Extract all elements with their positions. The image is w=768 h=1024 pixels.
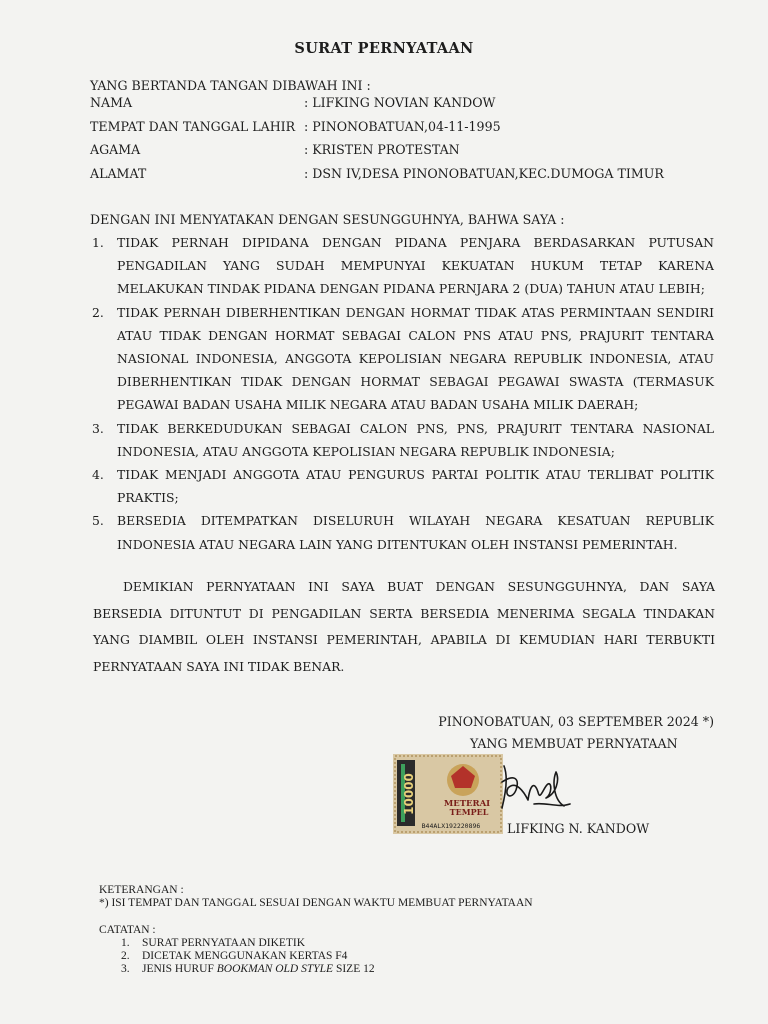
identity-value: : PINONOBATUAN,04-11-1995 bbox=[304, 118, 501, 134]
identity-label: ALAMAT bbox=[90, 165, 147, 181]
statement-item bbox=[92, 417, 714, 463]
identity-row-birth bbox=[90, 119, 730, 143]
catatan-text: SURAT PERNYATAAN DIKETIK bbox=[142, 937, 306, 949]
statement-number: 1. bbox=[92, 235, 104, 250]
catatan-item bbox=[99, 937, 533, 950]
statement-text: TIDAK BERKEDUDUKAN SEBAGAI CALON PNS, PNS, PRAJURIT TENTARA NASIONAL INDONESIA, ATAU ANGGOTA KEPOLISIAN NEGARA REPUBLIK INDONESIA; bbox=[117, 420, 714, 459]
identity-table bbox=[90, 95, 730, 189]
notes-footnote: *) ISI TEMPAT DAN TANGGAL SESUAI DENGAN WAKTU MEMBUAT PERNYATAAN bbox=[99, 897, 533, 909]
stamp-serial: B44ALX192220896 bbox=[421, 822, 481, 830]
catatan-number: 3. bbox=[121, 963, 130, 975]
catatan-text-suffix: SIZE 12 bbox=[333, 963, 375, 975]
catatan-number: 2. bbox=[121, 950, 130, 962]
place-date: PINONOBATUAN, 03 SEPTEMBER 2024 *) bbox=[438, 714, 714, 729]
catatan-font-name: BOOKMAN OLD STYLE bbox=[216, 963, 334, 975]
identity-row-nama bbox=[90, 95, 730, 119]
signature-stroke bbox=[502, 766, 570, 808]
identity-row-agama bbox=[90, 142, 730, 166]
statement-item bbox=[92, 231, 714, 301]
identity-label: TEMPAT DAN TANGGAL LAHIR bbox=[90, 118, 296, 134]
identity-label: NAMA bbox=[90, 95, 133, 110]
statement-item bbox=[92, 463, 714, 509]
statement-text: TIDAK PERNAH DIPIDANA DENGAN PIDANA PENJARA BERDASARKAN PUTUSAN PENGADILAN YANG SUDAH MEMPUNYAI KEKUATAN HUKUM TETAP KARENA MELAKUKAN TINDAK PIDANA DENGAN PIDANA PERNJARA 2 (DUA) TAHUN ATAU LEBIH; bbox=[117, 235, 714, 297]
handwritten-signature bbox=[494, 752, 574, 820]
notes-heading: KETERANGAN : bbox=[99, 884, 184, 896]
catatan-text-prefix: JENIS HURUF bbox=[142, 963, 217, 975]
catatan-item bbox=[99, 950, 533, 963]
stamp-amount: 10000 bbox=[402, 773, 416, 815]
statement-text: BERSEDIA DITEMPATKAN DISELURUH WILAYAH NEGARA KESATUAN REPUBLIK INDONESIA ATAU NEGARA LAIN YANG DITENTUKAN OLEH INSTANSI PEMERINTAH. bbox=[117, 513, 714, 552]
catatan-number: 1. bbox=[121, 937, 130, 949]
statement-text: TIDAK MENJADI ANGGOTA ATAU PENGURUS PARTAI POLITIK ATAU TERLIBAT POLITIK PRAKTIS; bbox=[117, 467, 714, 506]
identity-value: : LIFKING NOVIAN KANDOW bbox=[304, 95, 496, 110]
identity-value: : DSN IV,DESA PINONOBATUAN,KEC.DUMOGA TIMUR bbox=[304, 165, 664, 181]
notes-section bbox=[99, 884, 533, 976]
stamp-label-line2: TEMPEL bbox=[449, 807, 489, 817]
identity-row-alamat bbox=[90, 166, 730, 190]
declaration-heading: DENGAN INI MENYATAKAN DENGAN SESUNGGUHNYA, BAHWA SAYA : bbox=[90, 212, 565, 227]
statement-list bbox=[92, 231, 714, 556]
maker-label: YANG MEMBUAT PERNYATAAN bbox=[470, 736, 678, 751]
signer-name: LIFKING N. KANDOW bbox=[507, 821, 650, 836]
statement-number: 4. bbox=[92, 467, 104, 483]
identity-label: AGAMA bbox=[90, 142, 141, 157]
statement-number: 2. bbox=[92, 304, 104, 320]
catatan-heading: CATATAN : bbox=[99, 924, 156, 936]
document-title: SURAT PERNYATAAN bbox=[294, 40, 474, 57]
statement-number: 3. bbox=[92, 420, 104, 436]
intro-line: YANG BERTANDA TANGAN DIBAWAH INI : bbox=[90, 78, 371, 93]
identity-value: : KRISTEN PROTESTAN bbox=[304, 142, 460, 157]
stamp-label-line1: METERAI bbox=[443, 799, 491, 809]
meterai-stamp bbox=[393, 754, 503, 834]
statement-number: 5. bbox=[92, 513, 104, 529]
statement-item bbox=[92, 301, 714, 417]
statement-text: TIDAK PERNAH DIBERHENTIKAN DENGAN HORMAT TIDAK ATAS PERMINTAAN SENDIRI ATAU TIDAK DENGAN HORMAT SEBAGAI CALON PNS ATAU PNS, PRAJURIT TENTARA NASIONAL INDONESIA, ANGGOTA KEPOLISIAN NEGARA REPUBLIK INDONESIA, ATAU DIBERHENTIKAN TIDAK DENGAN HORMAT SEBAGAI PEGAWAI SWASTA (TERMASUK PEGAWAI BADAN USAHA MILIK NEGARA ATAU BADAN USAHA MILIK DAERAH; bbox=[117, 304, 714, 413]
closing-paragraph: DEMIKIAN PERNYATAAN INI SAYA BUAT DENGAN SESUNGGUHNYA, DAN SAYA BERSEDIA DITUNTUT DI PENGADILAN SERTA BERSEDIA MENERIMA SEGALA TINDAKAN YANG DIAMBIL OLEH INSTANSI PEMERINTAH, APABILA DI KEMUDIAN HARI TERBUKTI PERNYATAAN SAYA INI TIDAK BENAR. bbox=[93, 579, 715, 674]
catatan-item bbox=[99, 963, 533, 976]
catatan-text: DICETAK MENGGUNAKAN KERTAS F4 bbox=[142, 950, 348, 962]
statement-item bbox=[92, 509, 714, 555]
